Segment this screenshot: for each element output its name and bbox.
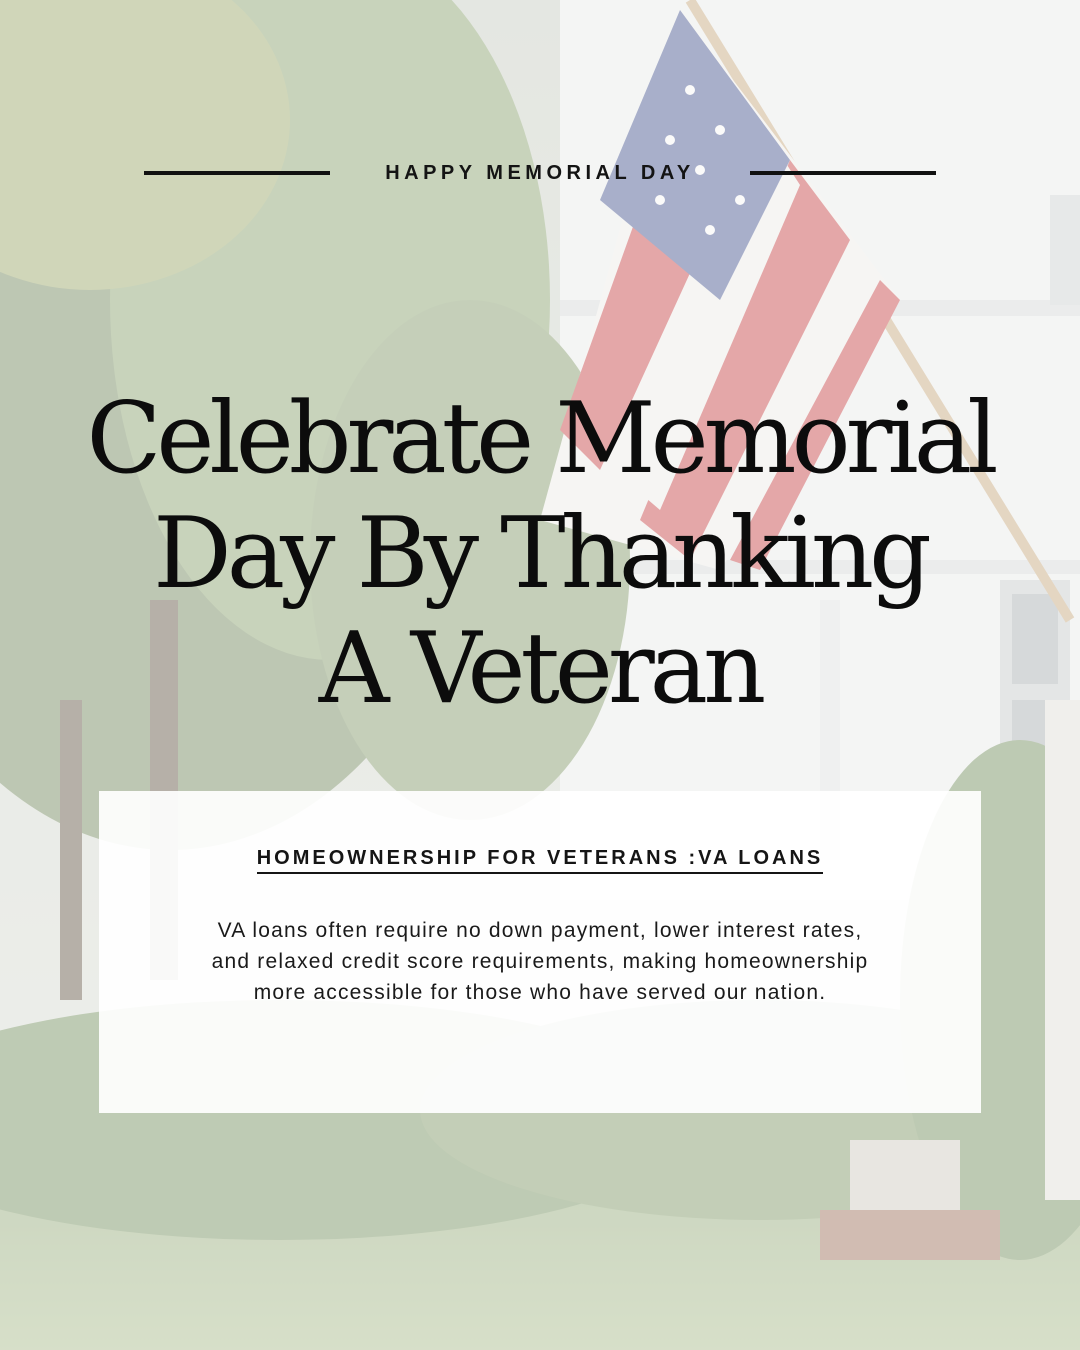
kicker-text: HAPPY MEMORIAL DAY [385,162,695,184]
left-divider-line [144,171,330,175]
info-card [99,791,981,1113]
kicker-row [0,158,1080,188]
headline-line-1: Celebrate Memorial [86,382,994,496]
card-title [99,847,981,870]
headline-line-2: Day By Thanking [153,497,927,611]
card-title-text: HOMEOWNERSHIP FOR VETERANS :VA LOANS [257,847,824,874]
card-body: VA loans often require no down payment, lower interest rates, and relaxed credit score requirements, making homeownership more accessible for those who have served our nation. [211,919,869,1004]
right-divider-line [750,171,936,175]
headline [40,382,1040,727]
headline-line-3: A Veteran [318,612,762,726]
